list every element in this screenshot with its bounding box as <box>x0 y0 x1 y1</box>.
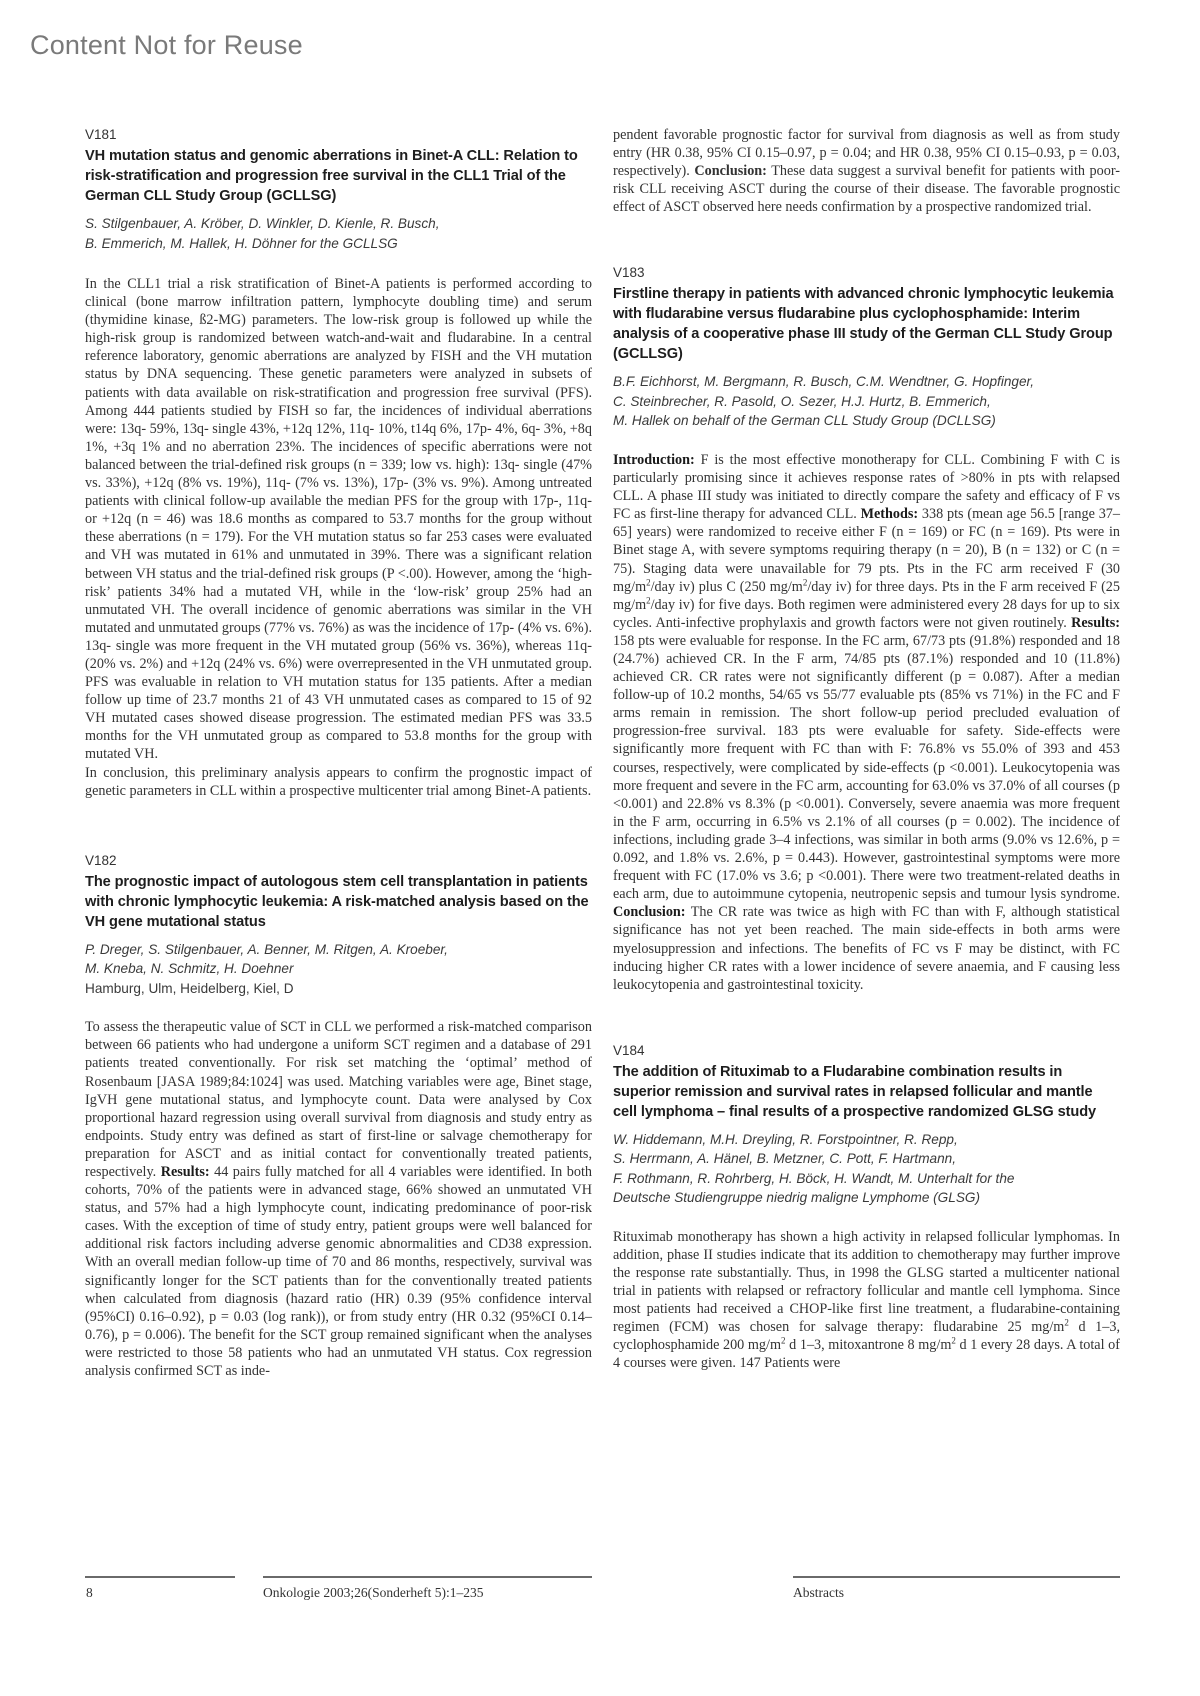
body-text: /day iv) for three days. Pts in the F arm received F (25 mg/m <box>613 578 1120 613</box>
abstract-id: V183 <box>613 265 645 281</box>
footer-rule-middle <box>263 1576 592 1578</box>
abstract-authors <box>613 1130 1120 1208</box>
right-column <box>613 126 1120 1373</box>
abstract-v182-continued <box>613 126 1120 216</box>
abstract-authors <box>85 214 592 253</box>
watermark: Content Not for Reuse <box>30 30 303 60</box>
abstract-id: V181 <box>85 127 117 142</box>
body-text: d 1–3, cyclophosphamide 200 mg/m <box>613 1319 1121 1354</box>
body-paragraph: In conclusion, this preliminary analysis appears to confirm the prognostic impact of genetic parameters in CLL within a prospective multicenter trial among Binet-A patients. <box>85 764 592 799</box>
conclusion-label: Conclusion: <box>694 163 767 180</box>
body-text: The CR rate was twice as high with FC than with F, although statistical significance has not yet been reached. The main side-effects in both arms were myelosuppression and infections. The benefits of FC vs F may be distinct, with FC inducing higher CR rates with a lower incidence of severe anaemia, and F causing less leukocytopenia and gastrointestinal toxicity. <box>613 904 1120 993</box>
body-text: 338 pts (mean age 56.5 [range 37–65] years) were randomized to receive either F (n = 169) or FC (n = 169). Pts were in Binet stage A, with severe symptoms requiring therapy (n = 20), B (n = 132) or C (n = 75). Staging data were unavailable for 79 pts. Pts in the FC arm received F (30 mg/m <box>613 506 1120 595</box>
abstract-title: Firstline therapy in patients with advanced chronic lymphocytic leukemia with fludarabine versus fludarabine plus cyclophosphamide: Interim analysis of a cooperative phase III study of the German CLL Study Group (GCLLSG) <box>613 286 1114 363</box>
introduction-label: Introduction: <box>613 451 695 468</box>
abstract-body <box>613 451 1120 994</box>
superscript: 2 <box>646 576 651 587</box>
body-text: 44 pairs fully matched for all 4 variables were identified. In both cohorts, 70% of the patients were in advanced stage, 66% showed an unmutated VH status, and 57% had a high lymphocyte count, indicating predominance of poor-risk cases. With the exception of time of study entry, patient groups were well balanced for additional risk factors including adverse genomic abnormalities and CD38 expression. With an overall median follow-up time of 70 and 86 months, respectively, survival was significantly longer for the SCT patients than for the conventionally treated patients when calculated from diagnosis (hazard ratio (HR) 0.39 (95% confidence interval (95%CI) 0.16–0.92), p = 0.03 (log rank)), or from study entry (HR 0.32 (95%CI 0.14–0.76), p = 0.006). The benefit for the SCT group remained significant when the analyses were restricted to those 58 patients who had an unmutated VH status. Cox regression analysis confirmed SCT as inde- <box>85 1163 592 1379</box>
abstract-id: V182 <box>85 852 117 868</box>
abstract-body <box>85 1018 592 1380</box>
body-text: Rituximab monotherapy has shown a high activity in relapsed follicular lymphomas. In addition, phase II studies indicate that its addition to chemotherapy may further improve the response rate substantially. Thus, in 1998 the GLSG started a multicenter national trial in patients with relapsed or refractory follicular and mantle cell lymphoma. Since most patients had received a CHOP-like first line treatment, a fludarabine-containing regimen (FCM) was chosen for salvage therapy: fludarabine 25 mg/m <box>613 1228 1120 1336</box>
spacer <box>85 800 592 852</box>
footer-rule-right <box>793 1576 1120 1578</box>
conclusion-label: Conclusion: <box>613 904 686 921</box>
left-column <box>85 126 592 1380</box>
results-label: Results: <box>1071 614 1121 631</box>
body-text: /day iv) for five days. Both regimen were administered every 28 days for up to six cycles. Anti-infective prophylaxis and growth factors were not given routinely. <box>613 596 1120 631</box>
authors-line: S. Stilgenbauer, A. Kröber, D. Winkler, D. Kienle, R. Busch, <box>85 216 440 231</box>
body-text: pendent favorable prognostic factor for survival from diagnosis as well as from study entry (HR 0.38, 95% CI 0.15–0.97, p = 0.04; and HR 0.38, 95% CI 0.15–0.93, p = 0.03, respectively). <box>613 127 1120 180</box>
superscript: 2 <box>781 1335 786 1346</box>
superscript: 2 <box>951 1335 956 1346</box>
footer-rule-left <box>85 1576 235 1578</box>
authors-line: P. Dreger, S. Stilgenbauer, A. Benner, M. Ritgen, A. Kroeber, <box>85 941 448 957</box>
authors-line: B.F. Eichhorst, M. Bergmann, R. Busch, C.M. Wendtner, G. Hopfinger, <box>613 374 1035 390</box>
journal-citation: Onkologie 2003;26(Sonderheft 5):1–235 <box>263 1585 484 1600</box>
abstract-body <box>85 275 592 800</box>
abstract-title: The prognostic impact of autologous stem cell transplantation in patients with chronic lymphocytic leukemia: A risk-matched analysis based on the VH gene mutational status <box>85 873 589 930</box>
results-label: Results: <box>160 1163 210 1180</box>
abstract-id: V184 <box>613 1042 645 1058</box>
body-text: To assess the therapeutic value of SCT in CLL we performed a risk-matched comparison between 66 patients who had undergone a uniform SCT regimen and a database of 291 patients treated conventionally. For risk set matching the ‘optimal’ method of Rosenbaum [JASA 1989;84:1024] was used. Matching variables were age, Binet stage, IgVH gene mutational status, and lymphocyte count. Data were analysed by Cox proportional hazard regression using overall survival from diagnosis and study entry as endpoints. Study entry was defined as start of first-line or salvage chemotherapy for preparation for ASCT and as initial contact for conventionally treated patients, respectively. <box>85 1019 592 1180</box>
methods-label: Methods: <box>860 506 919 523</box>
abstract-v181 <box>85 126 592 800</box>
body-text: 158 pts were evaluable for response. In the FC arm, 67/73 pts (91.8%) responded and 18 (24.7%) achieved CR. In the F arm, 74/85 pts (87.1%) responded and 10 (11.8%) achieved CR. CR rates were not significantly different (p = 0.087). After a median follow-up of 10.2 months, 54/65 vs 55/77 evaluable pts (85% vs 71%) in the FC and F arms remain in remission. The short follow-up period precluded evaluation of progression-free survival. 183 pts were evaluable for safety. Side-effects were significantly more frequent with FC than with F: 76.8% vs 55.0% of 393 and 453 courses, respectively, were complicated by side-effects (p <0.001). Leukocytopenia was more frequent and severe in the FC arm, accounting for 63.0% vs 37.0% of all courses (p <0.001) and 22.8% vs 8.3% (p <0.001). Conversely, severe anaemia was more frequent in the F arm, occurring in 6.5% vs 2.1% of all courses (p = 0.002). The incidence of infections, including grade 3–4 infections, was similar in both arms (9.0% vs 12.6%, p = 0.092, and 1.8% vs. 2.6%, p = 0.443). However, gastrointestinal symptoms were more frequent with FC (17.0% vs 3.6; p <0.001). There were two treatment-related deaths in each arm, due to autoimmune cytopenia, neutropenic sepsis and tumour lysis syndrome. <box>613 632 1120 903</box>
abstract-title: VH mutation status and genomic aberrations in Binet-A CLL: Relation to risk-stratification and progression free survival in the CLL1 Trial of the German CLL Study Group (GCLLSG) <box>85 148 578 204</box>
spacer <box>613 216 1120 264</box>
authors-line: Deutsche Studiengruppe niedrig maligne Lymphome (GLSG) <box>613 1190 980 1206</box>
abstract-body <box>613 1228 1120 1373</box>
body-paragraph: In the CLL1 trial a risk stratification of Binet-A patients is performed according to clinical (bone marrow infiltration pattern, lymphocyte doubling time) and serum (thymidine kinase, ß2-MG) parameters. The low-risk group is followed up while the high-risk group is randomized between watch-and-wait and fludarabine. In a central reference laboratory, genomic aberrations are analyzed by FISH and the VH mutation status by DNA sequencing. These genetic parameters were analyzed in subsets of patients with data available on risk-stratification and progression free survival (PFS). Among 444 patients studied by FISH so far, the incidences of individual aberrations were: 13q- 59%, 13q- single 43%, +12q 12%, 11q- 10%, t14q 6%, 17p- 4%, 6q- 3%, +8q 1%, +3q 1% and no aberration 23%. The incidences of specific aberrations were not balanced between the trial-defined risk groups (n = 339; low vs. high): 13q- single (47% vs. 33%), +12q (8% vs. 19%), 11q- (7% vs. 13%), 17p- (3% vs. 9%). Among untreated patients with clinical follow-up available the median PFS for the group with 17p-, 11q- or +12q (n = 46) was 18.6 months as compared to 53.7 months for the group without these aberrations (n = 179). For the VH mutation status so far 253 cases were evaluated and VH was mutated in 61% and unmutated in 39%. There was a significant relation between VH status and the trial-defined risk groups (P <.00). However, among the ‘high-risk’ patients 34% had a mutated VH, while in the ‘low-risk’ group 25% had an unmutated VH. The overall incidence of genomic aberrations was similar in the VH mutated and unmutated groups (77% vs. 76%) as was the incidence of 17p- (4% vs. 6%). 13q- single was more frequent in the VH mutated group (56% vs. 36%), whereas 11q- (20% vs. 2%) and +12q (24% vs. 6%) were overrepresented in the VH unmutated group. PFS was evaluable in relation to VH mutation status for 135 patients. After a median follow up time of 23.7 months 21 of 43 VH unmutated cases as compared to 15 of 92 VH mutated cases showed disease progression. The estimated median PFS was 33.5 months for the VH unmutated group as compared to 53.8 months for the group with mutated VH. <box>85 276 592 763</box>
superscript: 2 <box>646 594 651 605</box>
abstract-v184 <box>613 1042 1120 1373</box>
authors-line: S. Herrmann, A. Hänel, B. Metzner, C. Pott, F. Hartmann, <box>613 1151 956 1167</box>
authors-line: W. Hiddemann, M.H. Dreyling, R. Forstpointner, R. Repp, <box>613 1131 958 1147</box>
abstract-authors <box>85 940 592 979</box>
authors-line: B. Emmerich, M. Hallek, H. Döhner for the GCLLSG <box>85 235 398 251</box>
spacer <box>613 994 1120 1042</box>
authors-line: M. Hallek on behalf of the German CLL Study Group (DCLLSG) <box>613 413 996 429</box>
abstract-title: The addition of Rituximab to a Fludarabine combination results in superior remission and survival rates in relapsed follicular and mantle cell lymphoma – final results of a prospective randomized GLSG study <box>613 1063 1097 1120</box>
superscript: 2 <box>802 576 808 587</box>
page-number: 8 <box>86 1585 93 1600</box>
authors-line: M. Kneba, N. Schmitz, H. Doehner <box>85 961 294 977</box>
abstract-affiliation: Hamburg, Ulm, Heidelberg, Kiel, D <box>85 980 294 996</box>
abstract-v182 <box>85 852 592 1380</box>
abstract-authors <box>613 372 1120 431</box>
body-text: d 1 every 28 days. A total of 4 courses were given. 147 Patients were <box>613 1337 1120 1372</box>
body-text: F is the most effective monotherapy for CLL. Combining F with C is particularly promising since it achieves response rates of >80% in pts with relapsed CLL. A phase III study was initiated to directly compare the safety and efficacy of F vs FC as first-line therapy for advanced CLL. <box>613 451 1120 523</box>
body-text: d 1–3, mitoxantrone 8 mg/m <box>785 1337 952 1354</box>
authors-line: F. Rothmann, R. Rohrberg, H. Böck, H. Wandt, M. Unterhalt for the <box>613 1170 1015 1186</box>
section-label: Abstracts <box>793 1585 844 1600</box>
body-text: /day iv) plus C (250 mg/m <box>650 578 803 595</box>
body-text: These data suggest a survival benefit for patients with poor-risk CLL receiving ASCT during the course of their disease. The favorable prognostic effect of ASCT observed here needs confirmation by a prospective randomized trial. <box>613 163 1121 216</box>
authors-line: C. Steinbrecher, R. Pasold, O. Sezer, H.J. Hurtz, B. Emmerich, <box>613 393 991 409</box>
superscript: 2 <box>1064 1317 1069 1328</box>
abstract-v183 <box>613 264 1120 993</box>
